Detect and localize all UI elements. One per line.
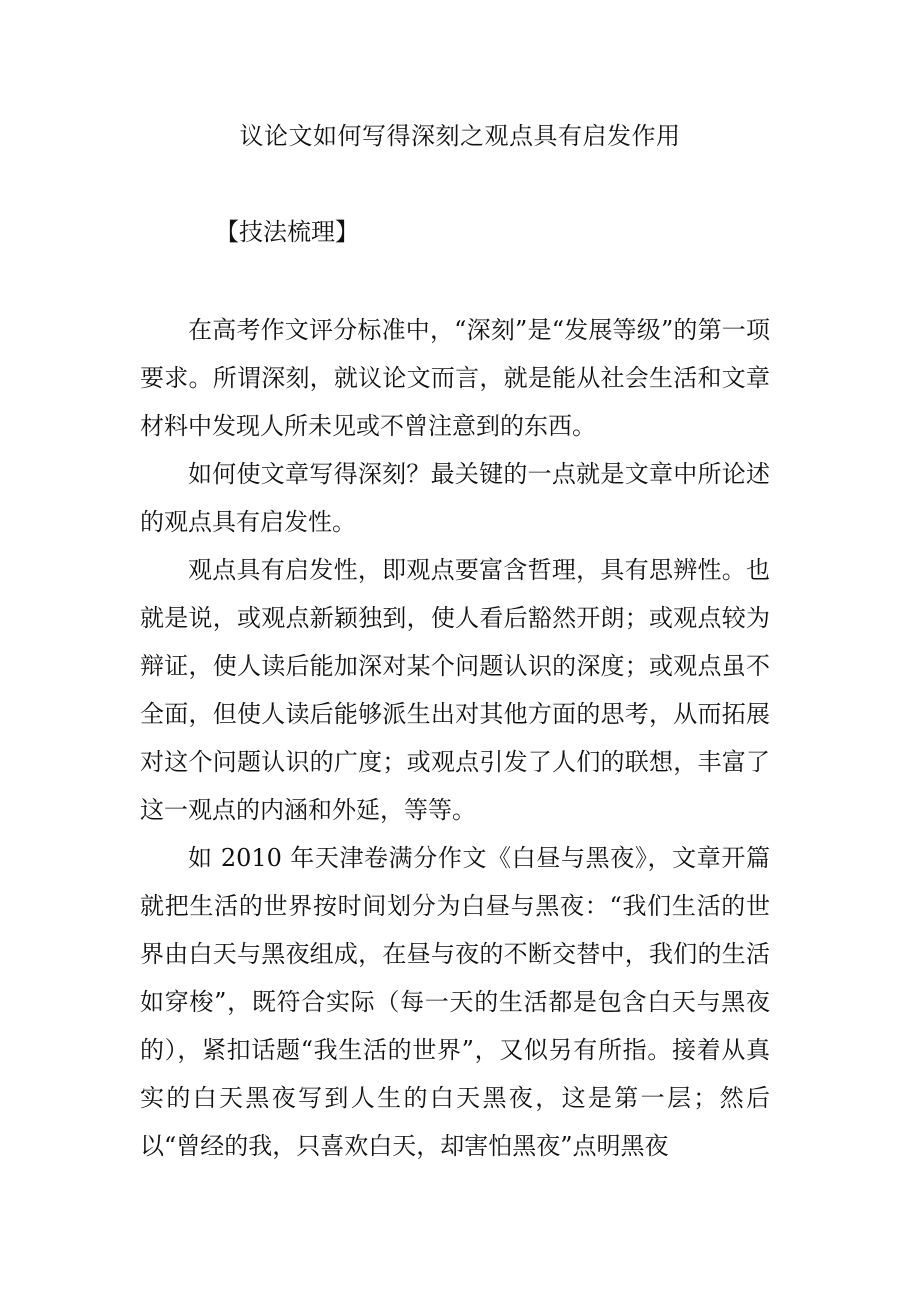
section-heading: 【技法梳理】	[215, 218, 359, 246]
paragraph-1: 在高考作文评分标准中，“深刻”是“发展等级”的第一项要求。所谓深刻，就议论文而言，就是能从社会生活和文章材料中发现人所未见或不曾注意到的东西。	[140, 316, 770, 440]
body-text	[140, 306, 770, 1170]
paragraph-4: 如 2010 年天津卷满分作文《白昼与黑夜》，文章开篇就把生活的世界按时间划分为白昼与黑夜：“我们生活的世界由白天与黑夜组成，在昼与夜的不断交替中，我们的生活如穿梭”，既符合实际（每一天的生活都是包含白天与黑夜的），紧扣话题“我生活的世界”，又似另有所指。接着从真实的白天黑夜写到人生的白天黑夜，这是第一层；然后以“曾经的我，只喜欢白天，却害怕黑夜”点明黑夜	[140, 844, 770, 1160]
paragraph-3: 观点具有启发性，即观点要富含哲理，具有思辨性。也就是说，或观点新颖独到，使人看后豁然开朗；或观点较为辩证，使人读后能加深对某个问题认识的深度；或观点虽不全面，但使人读后能够派生出对其他方面的思考，从而拓展对这个问题认识的广度；或观点引发了人们的联想，丰富了这一观点的内涵和外延，等等。	[140, 556, 770, 824]
document-title: 议论文如何写得深刻之观点具有启发作用	[239, 122, 681, 150]
paragraph-2: 如何使文章写得深刻？最关键的一点就是文章中所论述的观点具有启发性。	[140, 460, 770, 536]
